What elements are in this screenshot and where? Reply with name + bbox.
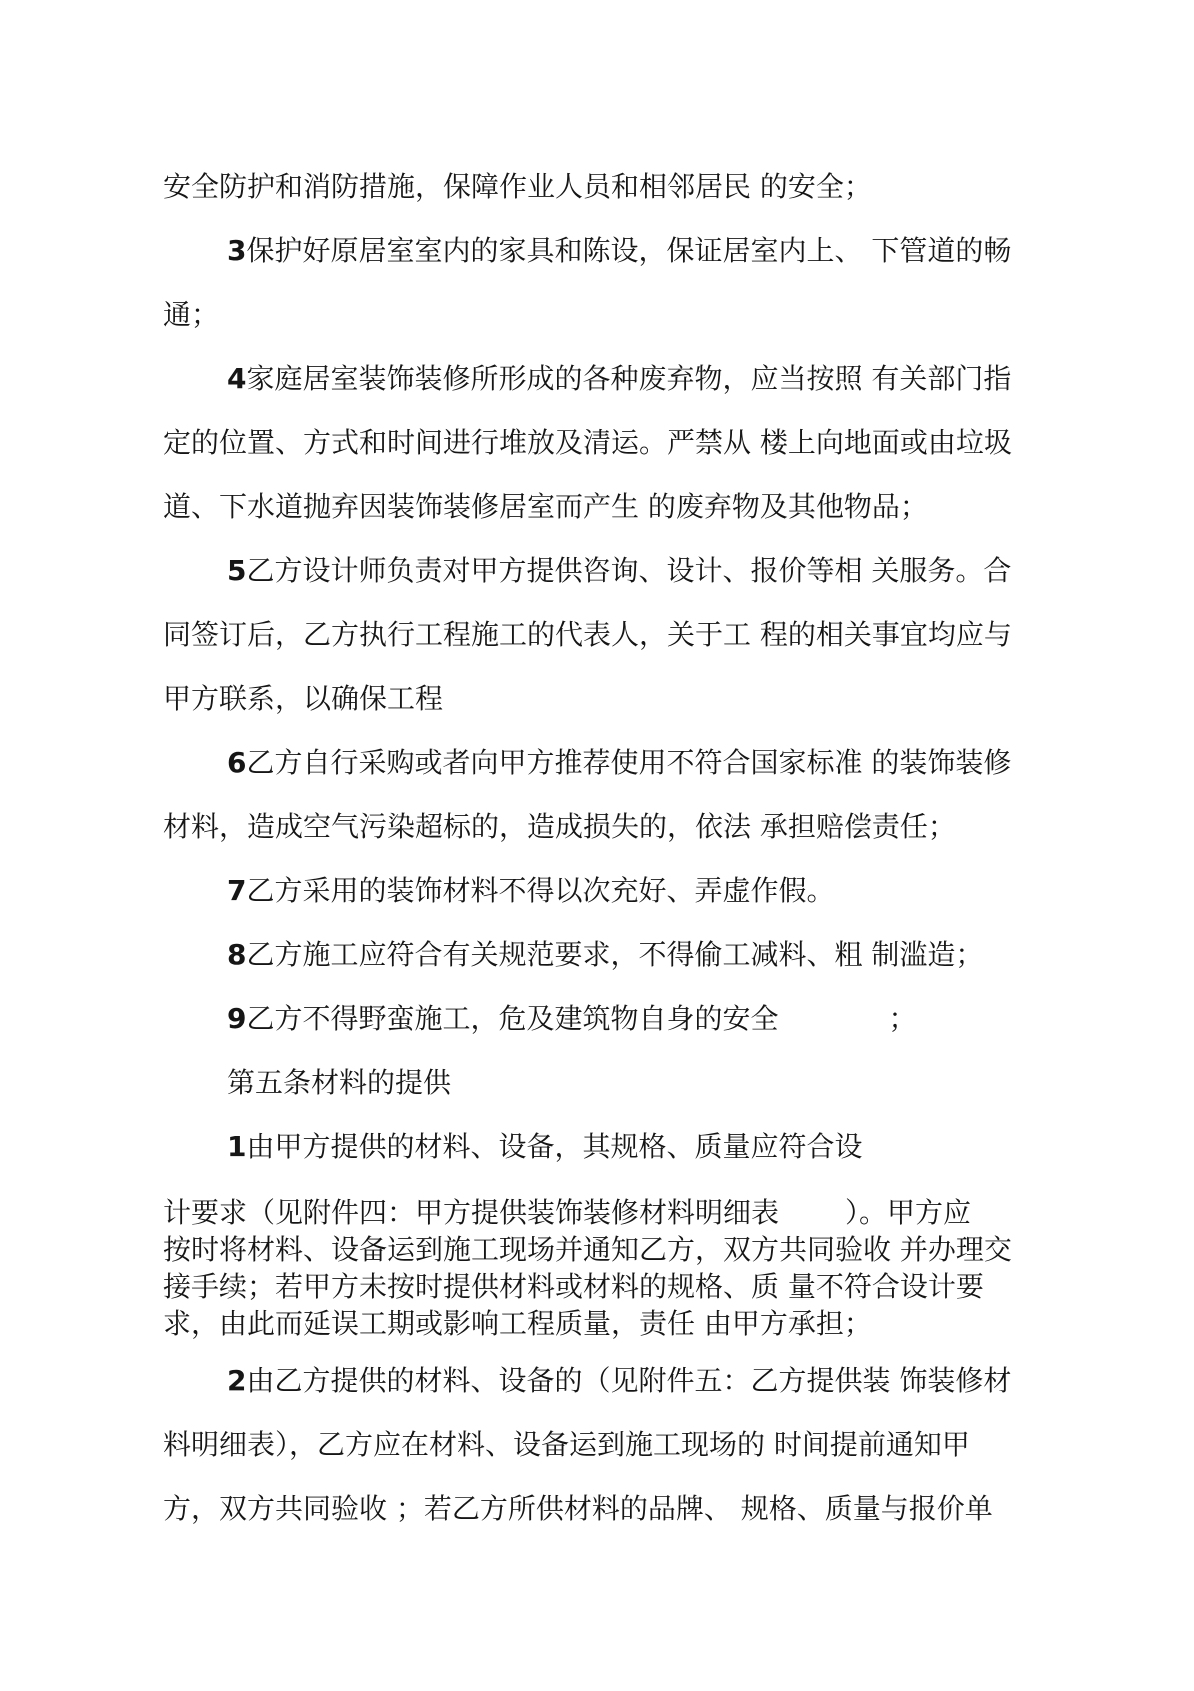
text-line: [163, 1194, 1023, 1231]
clause-number: 3: [227, 234, 247, 267]
text-line: [163, 1051, 1023, 1115]
line-text: 由乙方提供的材料、设备的（见附件五：乙方提供装 饰装修材: [246, 1364, 1012, 1397]
text-line: [163, 283, 1023, 347]
line-text: 家庭居室装饰装修所形成的各种废弃物，应当按照 有关部门指: [246, 362, 1012, 395]
line-text: 安全防护和消防措施，保障作业人员和相邻居民 的安全；: [163, 170, 872, 203]
clause-number: 8: [227, 938, 247, 971]
text-line: [163, 795, 1023, 859]
text-line: [163, 1115, 1023, 1179]
text-line: [163, 1413, 1023, 1477]
section-item-1: [163, 1115, 1023, 1342]
line-text: 求，由此而延误工期或影响工程质量，责任 由甲方承担；: [163, 1307, 872, 1340]
document-body: [163, 155, 1023, 1541]
clause-item-5: [163, 539, 1023, 731]
text-line: [163, 539, 1023, 603]
line-text: 乙方采用的装饰材料不得以次充好、弄虚作假。: [246, 874, 835, 907]
text-line: [163, 987, 1023, 1051]
text-line: [163, 1477, 1023, 1541]
section-title: 第五条材料的提供: [227, 1066, 452, 1099]
line-tail: ；: [888, 1002, 917, 1035]
clause-number: 4: [227, 362, 247, 395]
line-text: 料明细表），乙方应在材料、设备运到施工现场的 时间提前通知甲: [163, 1428, 970, 1461]
text-line: [163, 475, 1023, 539]
line-text: 方，双方共同验收 ；若乙方所供材料的品牌、 规格、质量与报价单: [163, 1492, 993, 1525]
line-text: 材料，造成空气污染超标的，造成损失的，依法 承担赔偿责任；: [163, 810, 956, 843]
text-line: [163, 219, 1023, 283]
clause-item-8: [163, 923, 1023, 987]
clause-number: 7: [227, 874, 247, 907]
clause-number: 1: [227, 1130, 247, 1163]
section-item-2: [163, 1349, 1023, 1541]
clause-number: 6: [227, 746, 247, 779]
text-line: [163, 155, 1023, 219]
line-text: ）。甲方应: [845, 1196, 972, 1229]
line-text: 按时将材料、设备运到施工现场并通知乙方，双方共同验收 并办理交: [163, 1233, 1012, 1266]
text-line: [163, 667, 1023, 731]
line-text: 定的位置、方式和时间进行堆放及清运。严禁从 楼上向地面或由垃圾: [163, 426, 1012, 459]
text-line: [163, 603, 1023, 667]
line-text: 接手续；若甲方未按时提供材料或材料的规格、质 量不符合设计要: [163, 1270, 984, 1303]
text-line: [163, 731, 1023, 795]
line-text: 道、下水道抛弃因装饰装修居室而产生 的废弃物及其他物品；: [163, 490, 928, 523]
text-line: [163, 1268, 1023, 1305]
text-line: [163, 411, 1023, 475]
line-text: 乙方设计师负责对甲方提供咨询、设计、报价等相 关服务。合: [246, 554, 1012, 587]
clause-number: 5: [227, 554, 247, 587]
text-line: [163, 1349, 1023, 1413]
line-text: 通；: [163, 298, 220, 331]
clause-item-4: [163, 347, 1023, 539]
clause-item-9: [163, 987, 1023, 1051]
text-line: [163, 347, 1023, 411]
section-item-1-detail: [163, 1194, 1023, 1342]
line-text: 乙方自行采购或者向甲方推荐使用不符合国家标准 的装饰装修: [246, 746, 1012, 779]
clause-item-6: [163, 731, 1023, 859]
text-line: [163, 1305, 1023, 1342]
line-text: 乙方施工应符合有关规范要求，不得偷工减料、粗 制滥造；: [246, 938, 984, 971]
text-line: [163, 859, 1023, 923]
clause-item-3: [163, 219, 1023, 347]
clause-number: 9: [227, 1002, 247, 1035]
line-text: 甲方联系，以确保工程: [163, 682, 444, 715]
section-heading: [163, 1051, 1023, 1115]
line-text: 保护好原居室室内的家具和陈设，保证居室内上、 下管道的畅: [246, 234, 1012, 267]
line-text: 同签订后，乙方执行工程施工的代表人，关于工 程的相关事宜均应与: [163, 618, 1012, 651]
continued-paragraph: [163, 155, 1023, 219]
line-text: 计要求（见附件四：甲方提供装饰装修材料明细表: [163, 1196, 780, 1229]
line-text: 乙方不得野蛮施工，危及建筑物自身的安全: [246, 1002, 779, 1035]
clause-item-7: [163, 859, 1023, 923]
text-line: [163, 923, 1023, 987]
text-line: [163, 1231, 1023, 1268]
line-text: 由甲方提供的材料、设备，其规格、质量应符合设: [246, 1130, 863, 1163]
clause-number: 2: [227, 1364, 247, 1397]
